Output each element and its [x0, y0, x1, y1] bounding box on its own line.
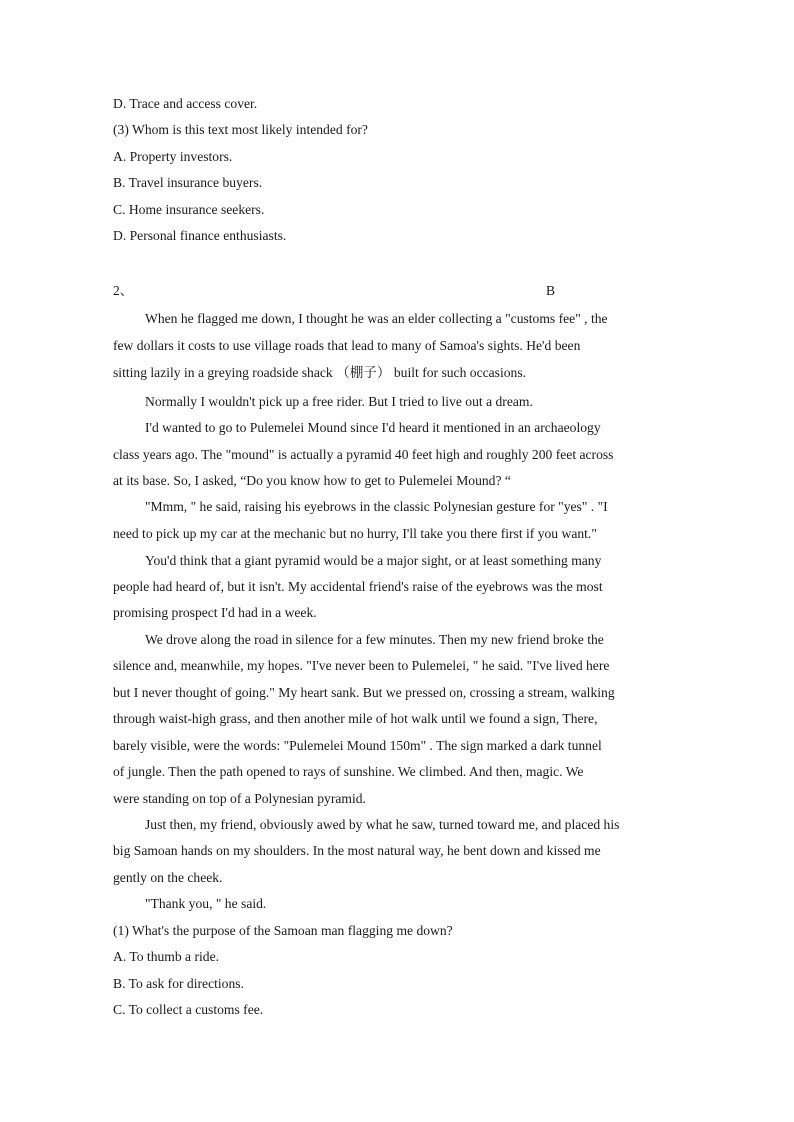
section-letter: B: [546, 283, 556, 298]
q3-option-c: C. Home insurance seekers.: [113, 202, 265, 217]
passage-line: When he flagged me down, I thought he was an elder collecting a "customs fee" , the: [145, 311, 608, 326]
passage-line: people had heard of, but it isn't. My accidental friend's raise of the eyebrows was the most: [113, 579, 603, 594]
passage-line: You'd think that a giant pyramid would be a major sight, or at least something many: [145, 553, 602, 568]
passage-line: of jungle. Then the path opened to rays of sunshine. We climbed. And then, magic. We: [113, 764, 584, 779]
q3-option-b: B. Travel insurance buyers.: [113, 175, 263, 190]
question-3-stem: (3) Whom is this text most likely intended for?: [113, 122, 368, 137]
passage-line: few dollars it costs to use village roads that lead to many of Samoa's sights. He'd been: [113, 338, 581, 353]
passage-line: barely visible, were the words: "Pulemelei Mound 150m" . The sign marked a dark tunnel: [113, 738, 602, 753]
passage-line: were standing on top of a Polynesian pyramid.: [113, 791, 366, 806]
passage-line: promising prospect I'd had in a week.: [113, 605, 317, 620]
passage-line: "Mmm, " he said, raising his eyebrows in the classic Polynesian gesture for "yes" . "I: [145, 499, 608, 514]
prev-option-d: D. Trace and access cover.: [113, 96, 258, 111]
passage-line: need to pick up my car at the mechanic but no hurry, I'll take you there first if you want.": [113, 526, 597, 541]
q1-option-c: C. To collect a customs fee.: [113, 1002, 264, 1017]
passage-line: at its base. So, I asked, “Do you know how to get to Pulemelei Mound? “: [113, 473, 511, 488]
passage-line: but I never thought of going." My heart sank. But we pressed on, crossing a stream, walking: [113, 685, 615, 700]
passage-line: class years ago. The "mound" is actually a pyramid 40 feet high and roughly 200 feet across: [113, 447, 614, 462]
section-number: 2、: [113, 283, 134, 298]
passage-line: silence and, meanwhile, my hopes. "I've never been to Pulemelei, " he said. "I've lived here: [113, 658, 610, 673]
passage-line: Normally I wouldn't pick up a free rider. But I tried to live out a dream.: [145, 394, 533, 409]
passage-line: through waist-high grass, and then another mile of hot walk until we found a sign, There,: [113, 711, 598, 726]
passage-line: "Thank you, " he said.: [145, 896, 267, 911]
q1-option-a: A. To thumb a ride.: [113, 949, 220, 964]
passage-line: I'd wanted to go to Pulemelei Mound since I'd heard it mentioned in an archaeology: [145, 420, 601, 435]
passage-line: sitting lazily in a greying roadside shack （棚子） built for such occasions.: [113, 365, 527, 380]
q1-option-b: B. To ask for directions.: [113, 976, 244, 991]
q3-option-a: A. Property investors.: [113, 149, 233, 164]
passage-line: big Samoan hands on my shoulders. In the most natural way, he bent down and kissed me: [113, 843, 601, 858]
q3-option-d: D. Personal finance enthusiasts.: [113, 228, 287, 243]
passage-line: We drove along the road in silence for a few minutes. Then my new friend broke the: [145, 632, 604, 647]
passage-line: gently on the cheek.: [113, 870, 223, 885]
passage-line: Just then, my friend, obviously awed by what he saw, turned toward me, and placed his: [145, 817, 620, 832]
question-1-stem: (1) What's the purpose of the Samoan man flagging me down?: [113, 923, 453, 938]
